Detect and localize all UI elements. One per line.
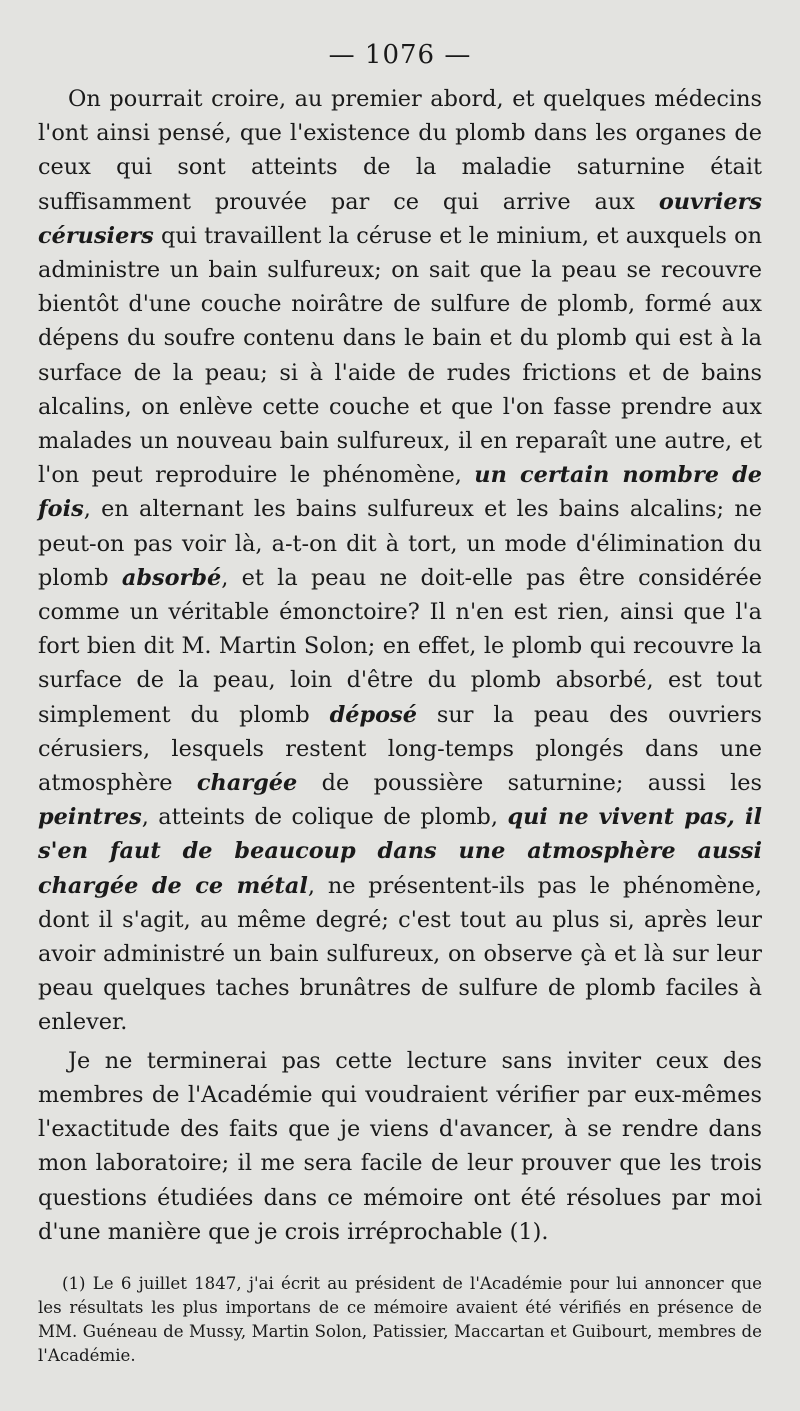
italic-segment: peintres bbox=[38, 804, 142, 831]
text-segment: , et la peau ne doit-elle pas être considérée comme un véritable émonctoire? Il n'en est rien, ainsi que l'a fort bien dit M. Martin Solon; en effet, le plomb qui recouvre la surface de la peau, loin d'être du plomb absorbé, est tout simplement du plomb bbox=[38, 564, 762, 728]
page-number: — 1076 — bbox=[328, 40, 472, 70]
text-segment: Je ne terminerai pas cette lecture sans inviter ceux des membres de l'Académie qui voudraient vérifier par eux-mêmes l'exactitude des faits que je viens d'avancer, à se rendre dans mon laboratoire; il me sera facile de leur prouver que les trois questions étudiées dans ce mémoire ont été résolues par moi d'une manière que je crois irréprochable (1). bbox=[38, 1047, 762, 1245]
italic-segment: chargée bbox=[196, 770, 298, 797]
italic-segment: qui ne vivent pas, il s'en faut de beaucoup dans une atmosphère aussi chargée de ce métal bbox=[38, 804, 762, 899]
paragraph-1 bbox=[38, 82, 762, 1040]
text-segment: , atteints de colique de plomb, bbox=[141, 804, 508, 831]
text-segment: , ne présentent-ils pas le phénomène, dont il s'agit, au même degré; c'est tout au plus si, après leur avoir administré un bain sulfureux, on observe çà et là sur leur peau quelques taches brunâtres de sulfure de plomb faciles à enlever. bbox=[38, 872, 762, 1036]
text-segment: On pourrait croire, au premier abord, et quelques médecins l'ont ainsi pensé, que l'existence du plomb dans les organes de ceux qui sont atteints de la maladie saturnine était suffisamment prouvée par ce qui arrive aux bbox=[38, 86, 762, 215]
italic-segment: un certain nombre de fois bbox=[38, 462, 762, 523]
text-segment: sur la peau des ouvriers cérusiers, lesquels restent long-temps plongés dans une atmosphère bbox=[38, 701, 762, 797]
text-segment: , en alternant les bains sulfureux et les bains alcalins; ne peut-on pas voir là, a-t-on dit à tort, un mode d'élimination du plomb bbox=[38, 496, 762, 591]
text-segment: qui travaillent la céruse et le minium, et auxquels on administre un bain sulfureux; on sait que la peau se recouvre bientôt d'une couche noirâtre de sulfure de plomb, formé aux dépens du soufre contenu dans le bain et du plomb qui est à la surface de la peau; si à l'aide de rudes frictions et de bains alcalins, on enlève cette couche et que l'on fasse prendre aux malades un nouveau bain sulfureux, il en reparaît une autre, et l'on peut reproduire le phénomène, bbox=[38, 222, 762, 489]
text-segment: de poussière saturnine; aussi les bbox=[297, 770, 762, 797]
italic-segment: absorbé bbox=[121, 564, 222, 591]
paragraph-2 bbox=[38, 1044, 762, 1249]
body-text-container bbox=[38, 82, 762, 1249]
italic-segment: ouvriers cérusiers bbox=[38, 188, 762, 249]
footnote-area bbox=[38, 1272, 762, 1368]
italic-segment: déposé bbox=[329, 701, 417, 728]
footnote: (1) Le 6 juillet 1847, j'ai écrit au président de l'Académie pour lui annoncer que les résultats les plus importans de ce mémoire avaient été vérifiés en présence de MM. Guéneau de Mussy, Martin Solon, Patissier, Maccartan et Guibourt, membres de l'Académie. bbox=[38, 1274, 762, 1365]
